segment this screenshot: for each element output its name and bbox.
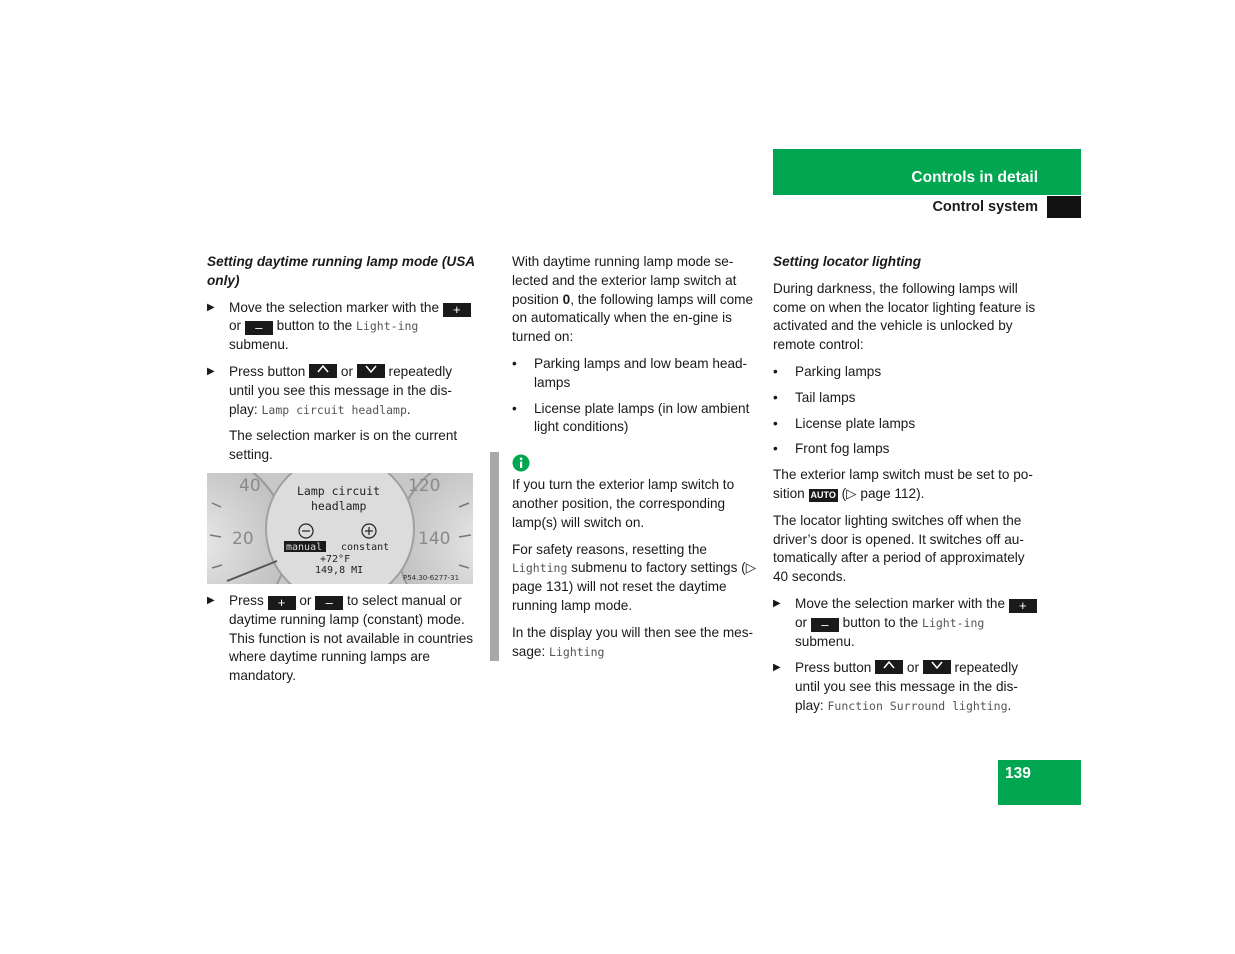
down-key-icon <box>357 364 385 378</box>
info-sidebar <box>490 452 499 661</box>
step-arrow-icon: ▶ <box>207 365 215 377</box>
intro-daytime: With daytime running lamp mode se-lected and the exterior lamp switch at position 0, the following lamps will come on automatically when the en-gine is turned on: <box>512 254 754 345</box>
info-text-1: If you turn the exterior lamp switch to another position, the corresponding lamp(s) will switch on. <box>512 477 735 530</box>
step-arrow-icon: ▶ <box>773 597 781 609</box>
minus-key-icon: – <box>811 618 839 632</box>
display-temp: +72°F <box>320 553 351 565</box>
minus-key-icon: – <box>245 321 273 335</box>
heading-daytime-running: Setting daytime running lamp mode (USA only) <box>207 254 475 288</box>
section-title: Controls in detail <box>911 169 1038 186</box>
step-move-marker: ▶ Move the selection marker with the + or – button to the Light-ing submenu. <box>773 595 1043 651</box>
minus-key-icon: – <box>315 596 343 610</box>
plus-key-icon: + <box>268 596 296 610</box>
display-opt-manual: manual <box>286 541 323 553</box>
list-item: • Front fog lamps <box>773 441 890 457</box>
info-icon <box>512 454 530 472</box>
plus-key-icon: + <box>443 303 471 317</box>
step-arrow-icon: ▶ <box>207 301 215 313</box>
step-press-button: ▶ Press button or repeatedly until you see this message in the dis-play: Lamp circuit headlamp. <box>207 363 453 417</box>
display-line2: headlamp <box>311 498 367 513</box>
locator-off-text: The locator lighting switches off when the driver’s door is opened. It switches off au-tomatically after a period of approximately 40 seconds. <box>773 512 1025 585</box>
down-key-icon <box>923 660 951 674</box>
list-item: • Tail lamps <box>773 389 856 405</box>
subsection-marker <box>1047 196 1081 218</box>
display-opt-constant: constant <box>341 541 390 553</box>
up-key-icon <box>875 660 903 674</box>
plus-key-icon: + <box>1009 599 1037 613</box>
column-3 <box>773 253 1043 724</box>
intro-locator: During darkness, the following lamps will come on when the locator lighting feature is activated and the vehicle is unlocked by remote control: <box>773 280 1036 353</box>
display-line1: Lamp circuit <box>297 483 381 498</box>
page-number-box <box>998 760 1081 805</box>
step-move-marker: ▶ Move the selection marker with the + or – button to the Light-ing submenu. <box>207 299 475 355</box>
note-selection-marker: The selection marker is on the current setting. <box>229 428 458 463</box>
auto-key-icon: AUTO <box>810 489 836 500</box>
list-item: • Parking lamps and low beam head-lamps <box>512 355 748 390</box>
step-select-mode: ▶ Press + or – to select manual or daytime running lamp (constant) mode. This function is not available in countries where daytime running lamps are mandatory. <box>207 592 474 684</box>
gauge-label: 20 <box>232 528 254 549</box>
list-item: • License plate lamps <box>773 415 916 431</box>
gauge-label: 140 <box>418 528 451 549</box>
list-item: • License plate lamps (in low ambient light conditions) <box>512 400 750 435</box>
step-press-button: ▶ Press button or repeatedly until you see this message in the dis-play: Function Surround lighting. <box>773 660 1019 713</box>
column-1 <box>207 253 475 694</box>
info-text-2: For safety reasons, resetting the Lighting submenu to factory settings (▷ page 131) will not reset the daytime running lamp mode. <box>512 541 757 613</box>
subsection-title: Control system <box>932 199 1038 215</box>
page-number: 139 <box>1005 765 1031 782</box>
column-2 <box>512 253 760 669</box>
step-arrow-icon: ▶ <box>773 662 781 674</box>
heading-locator-lighting: Setting locator lighting <box>773 254 922 269</box>
list-item: • Parking lamps <box>773 363 882 379</box>
switch-position-text: The exterior lamp switch must be set to po-sition AUTO (▷ page 112). <box>773 467 1033 501</box>
display-odo: 149,8 MI <box>315 564 364 576</box>
instrument-display-image <box>207 473 473 584</box>
step-arrow-icon: ▶ <box>207 594 215 606</box>
gauge-label: 40 <box>239 475 261 496</box>
section-header <box>773 149 1081 195</box>
image-ref: P54.30-6277-31 <box>403 573 460 582</box>
up-key-icon <box>309 364 337 378</box>
info-text-3: In the display you will then see the mes-sage: Lighting <box>512 624 754 659</box>
gauge-label: 120 <box>408 475 441 496</box>
